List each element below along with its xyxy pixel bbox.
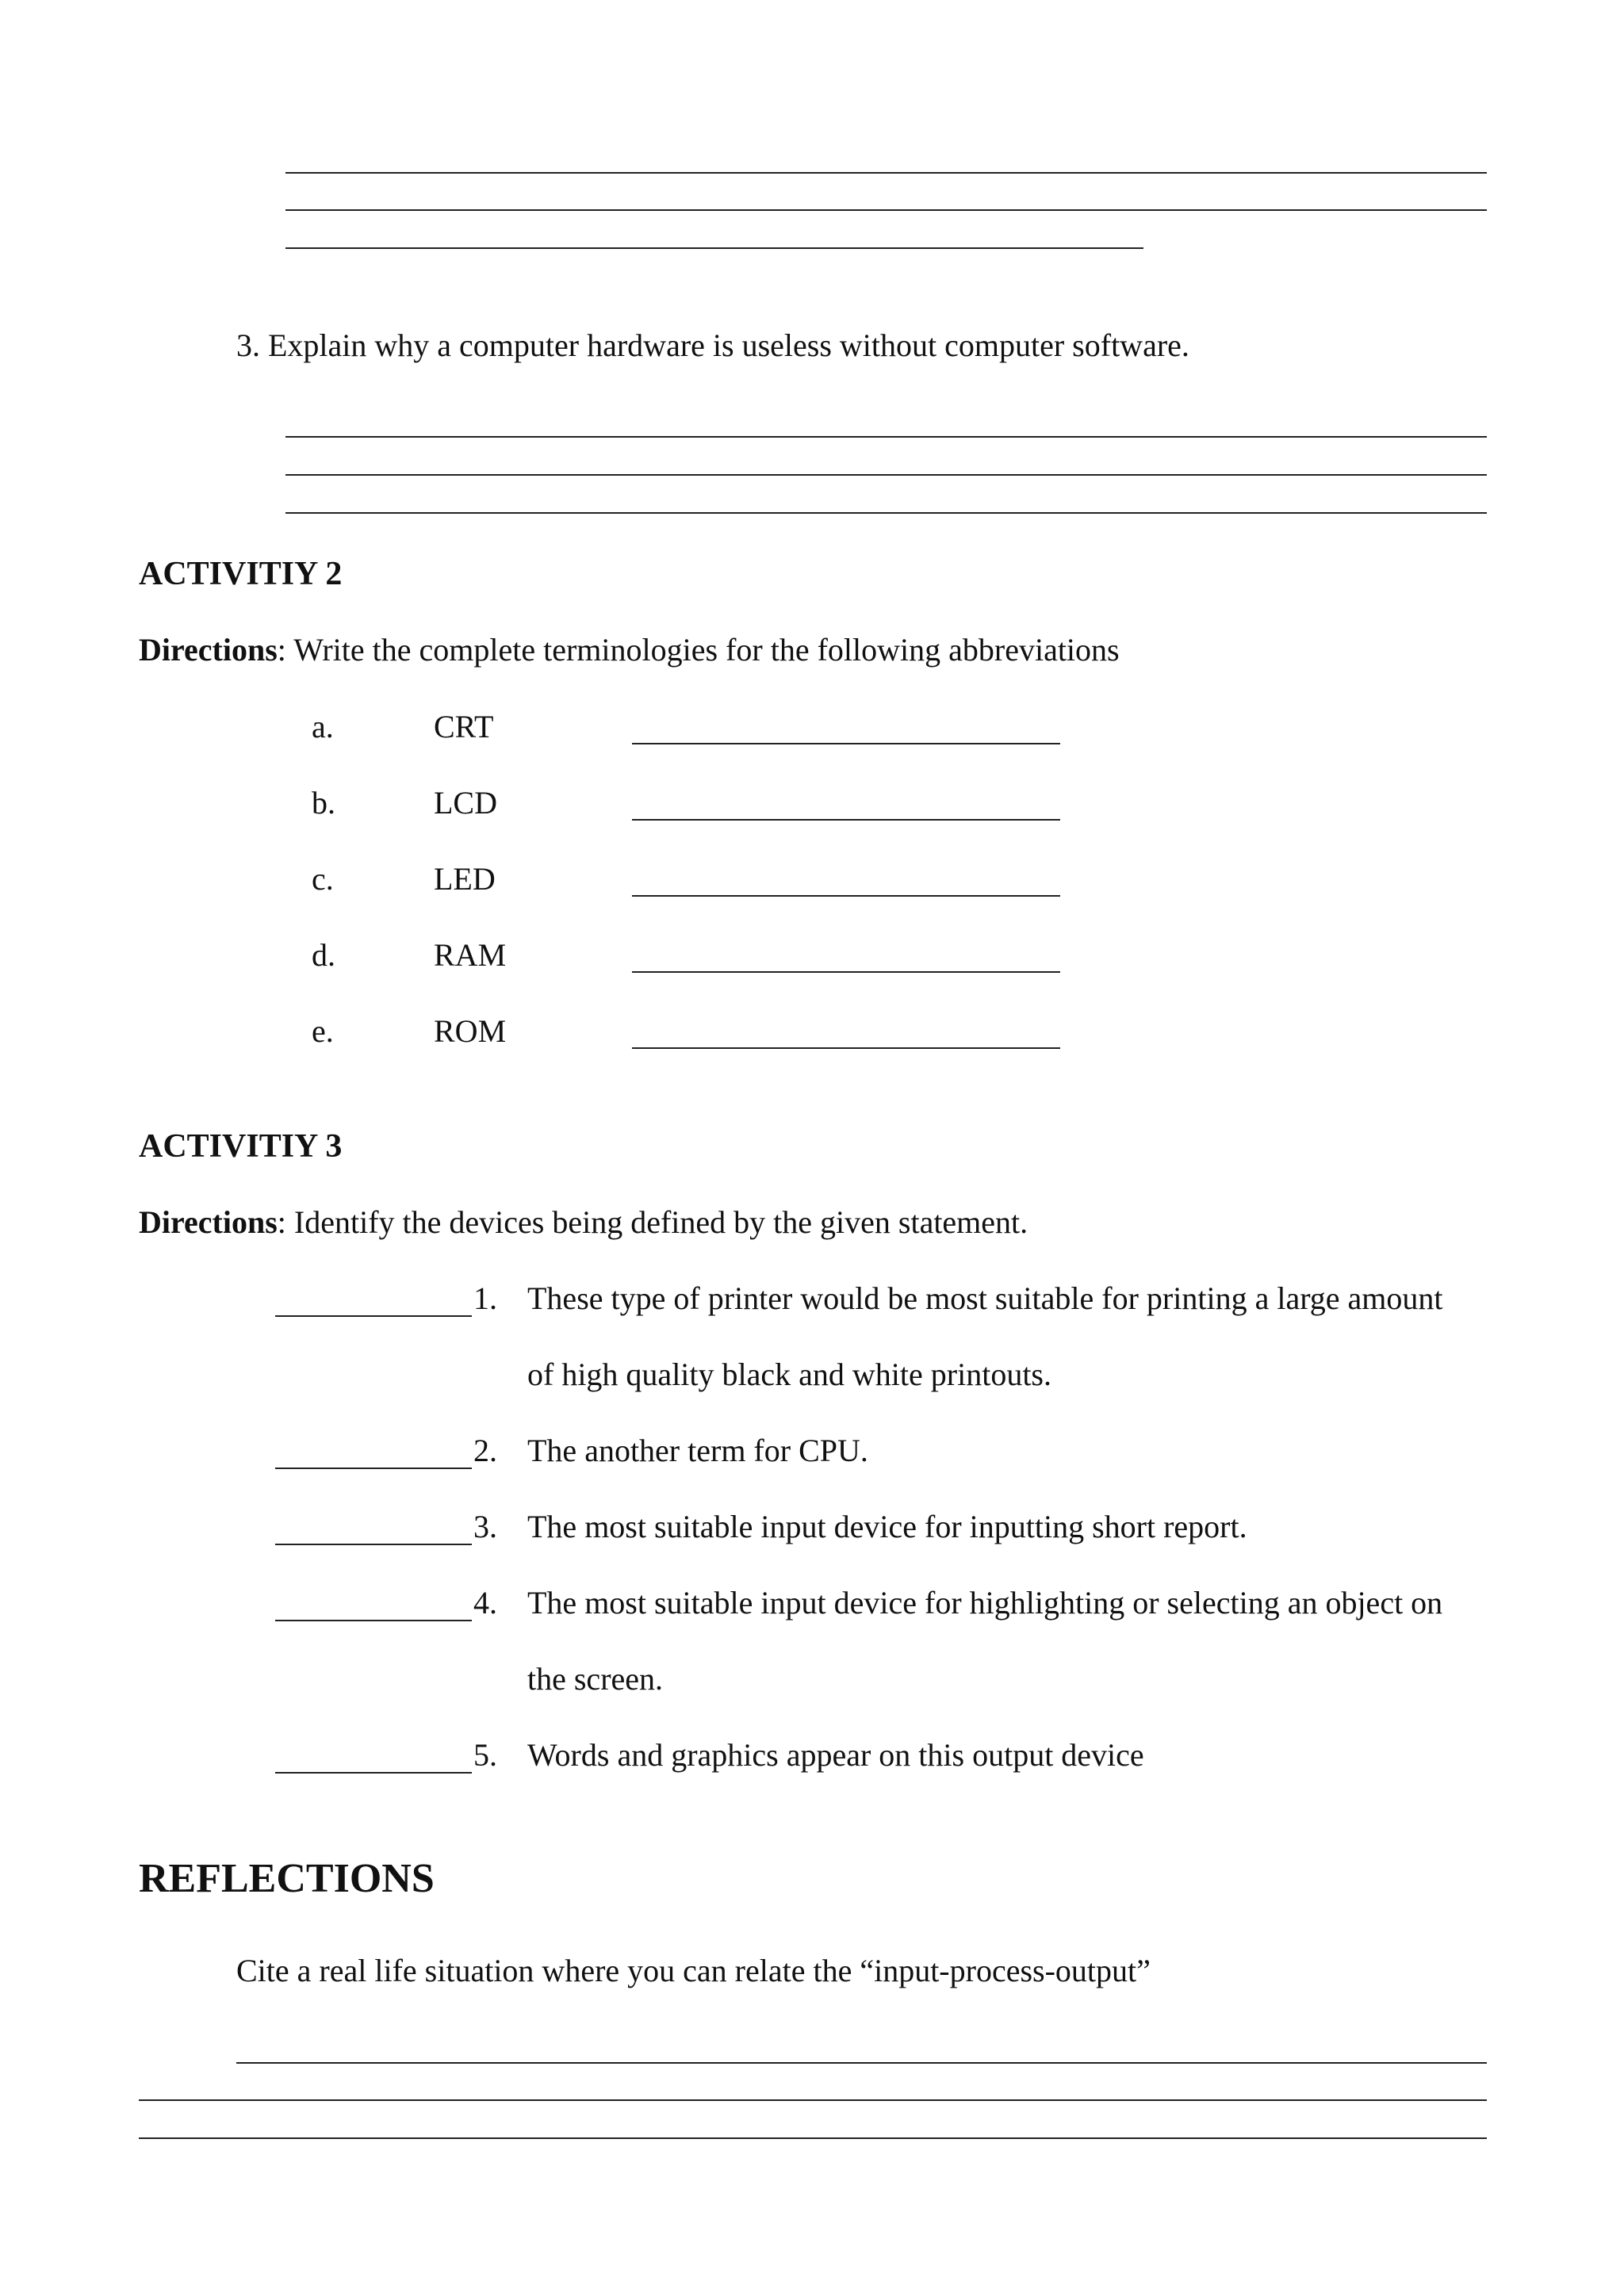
activity-2-directions (139, 631, 1120, 669)
item-term: CRT (434, 709, 494, 744)
item-statement: The most suitable input device for inputting short report. (527, 1509, 1247, 1544)
directions-text: : Identify the devices being defined by the given statement. (277, 1204, 1028, 1240)
item-statement: Words and graphics appear on this output device (527, 1737, 1144, 1773)
item-term: LED (434, 861, 496, 897)
answer-line[interactable] (139, 2099, 1487, 2101)
item-term: LCD (434, 785, 497, 821)
answer-line[interactable] (285, 512, 1487, 514)
answer-line[interactable] (285, 247, 1143, 249)
answer-line[interactable] (632, 819, 1060, 821)
answer-line[interactable] (632, 743, 1060, 744)
directions-text: : Write the complete terminologies for the following abbreviations (277, 632, 1120, 668)
activity-3-directions (139, 1203, 1028, 1242)
item-letter: c. (312, 861, 334, 897)
item-number: 3. (473, 1509, 497, 1544)
question-3: 3. Explain why a computer hardware is useless without computer software. (236, 327, 1189, 363)
answer-line[interactable] (285, 172, 1487, 174)
item-term: RAM (434, 937, 507, 973)
answer-blank[interactable] (275, 1544, 472, 1545)
directions-label: Directions (139, 1204, 278, 1240)
answer-blank[interactable] (275, 1315, 472, 1317)
item-number: 5. (473, 1737, 497, 1773)
answer-blank[interactable] (275, 1620, 472, 1621)
activity-3-title: ACTIVITIY 3 (139, 1128, 343, 1165)
item-statement: The another term for CPU. (527, 1433, 868, 1468)
answer-line[interactable] (285, 474, 1487, 476)
answer-blank[interactable] (275, 1468, 472, 1469)
answer-line[interactable] (285, 436, 1487, 438)
item-letter: b. (312, 785, 335, 821)
answer-line[interactable] (632, 895, 1060, 897)
item-statement: These type of printer would be most suitable for printing a large amount (527, 1280, 1443, 1316)
activity-2-title: ACTIVITIY 2 (139, 556, 343, 592)
item-term: ROM (434, 1013, 507, 1049)
item-number: 2. (473, 1433, 497, 1468)
item-number: 1. (473, 1280, 497, 1316)
answer-line[interactable] (139, 2137, 1487, 2139)
answer-line[interactable] (285, 209, 1487, 211)
item-letter: d. (312, 937, 335, 973)
reflections-title: REFLECTIONS (139, 1856, 435, 1901)
answer-blank[interactable] (275, 1772, 472, 1774)
directions-label: Directions (139, 632, 278, 668)
answer-line[interactable] (632, 1047, 1060, 1049)
item-number: 4. (473, 1585, 497, 1621)
item-letter: e. (312, 1013, 334, 1049)
item-statement-continued: of high quality black and white printouts. (527, 1357, 1051, 1392)
item-letter: a. (312, 709, 334, 744)
answer-line[interactable] (632, 971, 1060, 973)
reflections-prompt: Cite a real life situation where you can relate the “input-process-output” (236, 1953, 1151, 1988)
item-statement-continued: the screen. (527, 1661, 664, 1697)
item-statement: The most suitable input device for highlighting or selecting an object on (527, 1585, 1443, 1621)
answer-line[interactable] (236, 2062, 1487, 2064)
